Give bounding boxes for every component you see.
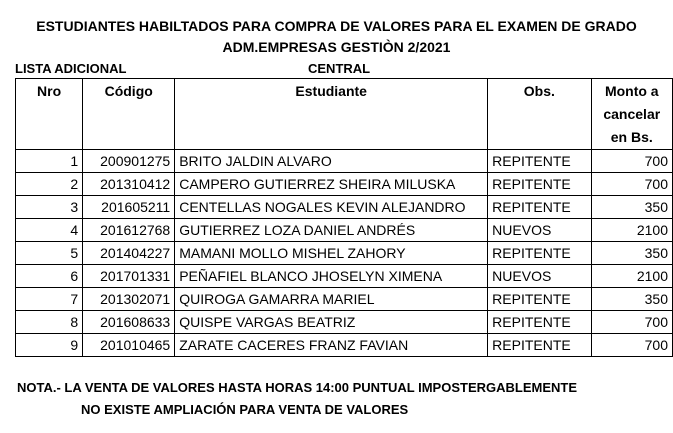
header-monto-line3: en Bs.: [610, 129, 653, 145]
table-row: [16, 242, 673, 265]
table-row: [16, 288, 673, 311]
table-row: [16, 334, 673, 357]
cell-estudiante: QUIROGA GAMARRA MARIEL: [175, 288, 488, 311]
cell-codigo: 201310412: [83, 173, 175, 196]
cell-nro: 5: [16, 242, 83, 265]
cell-monto: 2100: [591, 219, 672, 242]
header-monto: [591, 79, 672, 150]
header-codigo: Código: [83, 79, 175, 150]
cell-codigo: 201010465: [83, 334, 175, 357]
cell-obs: NUEVOS: [488, 265, 591, 288]
cell-obs: NUEVOS: [488, 219, 591, 242]
cell-obs: REPITENTE: [488, 311, 591, 334]
cell-monto: 700: [591, 311, 672, 334]
list-label: LISTA ADICIONAL: [15, 61, 127, 76]
cell-nro: 1: [16, 150, 83, 173]
table-row: [16, 173, 673, 196]
cell-codigo: 201605211: [83, 196, 175, 219]
cell-estudiante: BRITO JALDIN ALVARO: [175, 150, 488, 173]
nota-line-1: NOTA.- LA VENTA DE VALORES HASTA HORAS 14:00 PUNTUAL IMPOSTERGABLEMENTE: [17, 380, 577, 395]
cell-monto: 700: [591, 334, 672, 357]
header-obs: Obs.: [488, 79, 591, 150]
cell-monto: 700: [591, 150, 672, 173]
cell-estudiante: PEÑAFIEL BLANCO JHOSELYN XIMENA: [175, 265, 488, 288]
cell-nro: 4: [16, 219, 83, 242]
table-row: [16, 196, 673, 219]
cell-monto: 2100: [591, 265, 672, 288]
cell-nro: 2: [16, 173, 83, 196]
cell-codigo: 201404227: [83, 242, 175, 265]
cell-estudiante: CAMPERO GUTIERREZ SHEIRA MILUSKA: [175, 173, 488, 196]
header-nro: Nro: [16, 79, 83, 150]
table-row: [16, 150, 673, 173]
cell-nro: 3: [16, 196, 83, 219]
cell-monto: 700: [591, 173, 672, 196]
header-monto-line2: cancelar: [603, 106, 661, 122]
cell-codigo: 201608633: [83, 311, 175, 334]
cell-obs: REPITENTE: [488, 150, 591, 173]
header-monto-line1: Monto a: [604, 83, 659, 99]
cell-codigo: 201701331: [83, 265, 175, 288]
table-header-row: [16, 79, 673, 150]
document-title: ESTUDIANTES HABILTADOS PARA COMPRA DE VALORES PARA EL EXAMEN DE GRADO: [36, 18, 637, 34]
students-table: [15, 78, 673, 357]
cell-obs: REPITENTE: [488, 196, 591, 219]
cell-codigo: 201612768: [83, 219, 175, 242]
cell-monto: 350: [591, 196, 672, 219]
cell-estudiante: GUTIERREZ LOZA DANIEL ANDRÉS: [175, 219, 488, 242]
header-estudiante: Estudiante: [175, 79, 488, 150]
cell-obs: REPITENTE: [488, 334, 591, 357]
cell-monto: 350: [591, 242, 672, 265]
cell-nro: 8: [16, 311, 83, 334]
cell-obs: REPITENTE: [488, 242, 591, 265]
cell-estudiante: CENTELLAS NOGALES KEVIN ALEJANDRO: [175, 196, 488, 219]
cell-codigo: 200901275: [83, 150, 175, 173]
cell-nro: 7: [16, 288, 83, 311]
nota-line-2: NO EXISTE AMPLIACIÓN PARA VENTA DE VALORES: [81, 402, 409, 417]
cell-obs: REPITENTE: [488, 288, 591, 311]
table-row: [16, 219, 673, 242]
central-label: CENTRAL: [308, 61, 371, 76]
cell-monto: 350: [591, 288, 672, 311]
cell-estudiante: ZARATE CACERES FRANZ FAVIAN: [175, 334, 488, 357]
table-row: [16, 265, 673, 288]
table-row: [16, 311, 673, 334]
cell-estudiante: QUISPE VARGAS BEATRIZ: [175, 311, 488, 334]
document-subtitle: ADM.EMPRESAS GESTIÒN 2/2021: [222, 39, 451, 55]
cell-nro: 6: [16, 265, 83, 288]
cell-obs: REPITENTE: [488, 173, 591, 196]
cell-codigo: 201302071: [83, 288, 175, 311]
cell-estudiante: MAMANI MOLLO MISHEL ZAHORY: [175, 242, 488, 265]
cell-nro: 9: [16, 334, 83, 357]
